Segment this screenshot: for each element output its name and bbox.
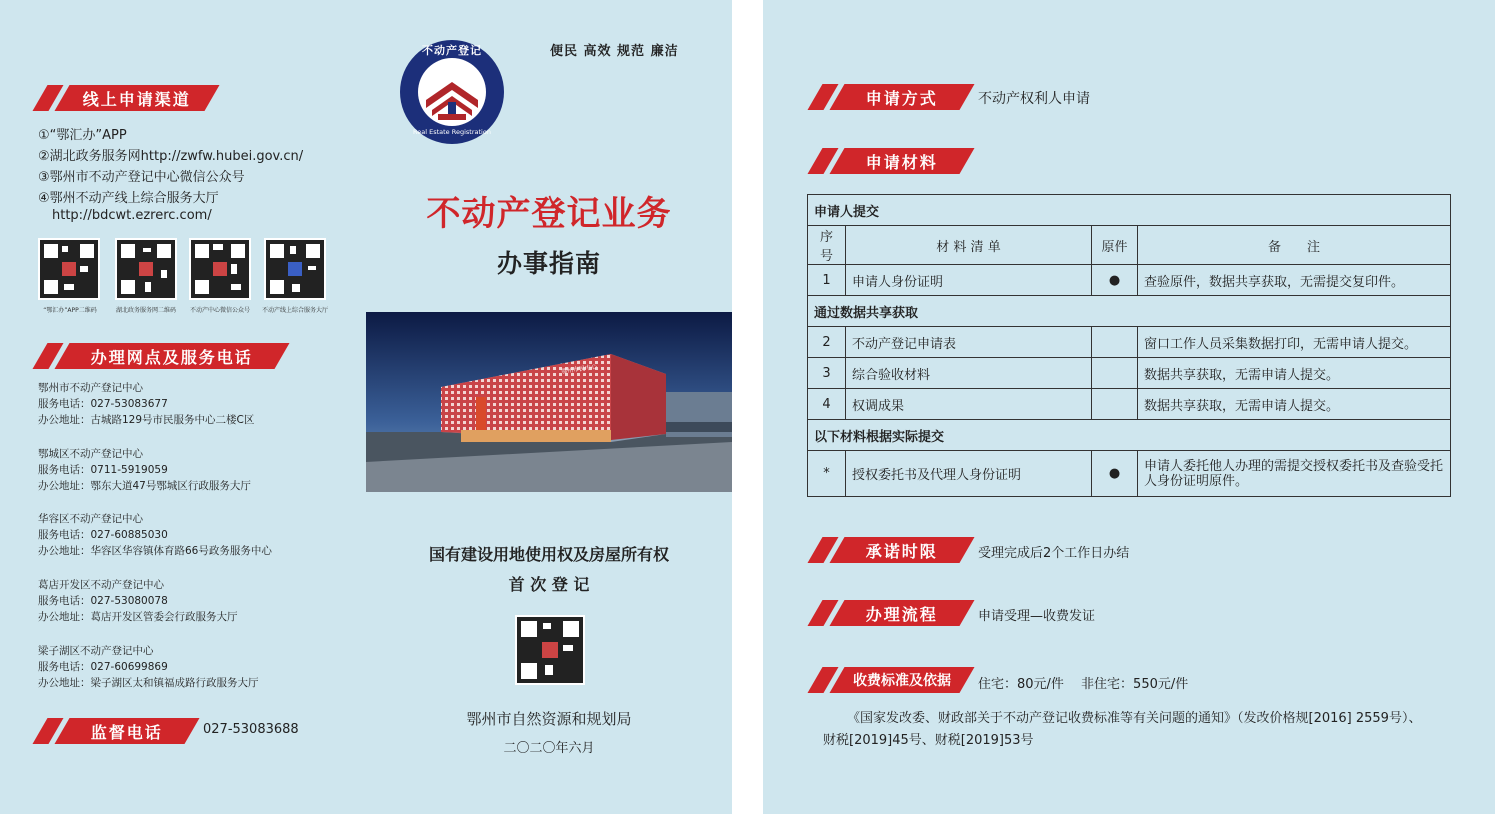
row-item: 不动产登记申请表 [846,327,1092,358]
row-note: 数据共享获取，无需申请人提交。 [1138,389,1451,420]
qr-caption-3: 不动产中心微信公众号 [189,307,250,314]
office-address: 办公地址：鄂东大道47号鄂城区行政服务大厅 [38,480,251,492]
office-block-3 [38,511,272,559]
qr-caption-2: 湖北政务服务网二维码 [115,307,176,314]
emblem-subtitle: Real Estate Registration [413,128,491,136]
row-no: 4 [808,389,846,420]
row-original [1092,358,1138,389]
supervise-header: 监督电话 [40,718,192,744]
supervise-phone: 027-53083688 [203,722,299,737]
col-note: 备 注 [1138,226,1451,265]
online-channel-2: ②湖北政务服务网http://zwfw.hubei.gov.cn/ [38,149,304,164]
office-block-4 [38,577,238,625]
online-channels-header: 线上申请渠道 [40,85,212,111]
office-name: 华容区不动产登记中心 [38,513,143,525]
main-title: 不动产登记业务 [426,194,672,234]
col-original: 原件 [1092,226,1138,265]
civic-center-photo [366,312,732,492]
row-no: 1 [808,265,846,296]
table-row [808,327,1451,358]
office-phone: 服务电话：027-60699869 [38,661,168,673]
online-channel-list [38,125,303,223]
row-note: 窗口工作人员采集数据打印，无需申请人提交。 [1138,327,1451,358]
row-item: 综合验收材料 [846,358,1092,389]
matter-title-line2: 首 次 登 记 [508,575,590,594]
qr-code-ehuiban [38,238,100,300]
fee-header: 收费标准及依据 [815,667,967,693]
row-note: 申请人委托他人办理的需提交授权委托书及查验受托人身份证明原件。 [1138,451,1451,497]
fee-value: 住宅：80元/件 非住宅：550元/件 [978,677,1189,692]
process-value: 申请受理—收费发证 [978,609,1096,624]
bureau-name: 鄂州市自然资源和规划局 [466,710,632,728]
fee-basis: 《国家发改委、财政部关于不动产登记收费标准等有关问题的通知》（发改价格规[2016] 2559号）、财税[2019]45号、财税[2019]53号 [823,711,1422,748]
sub-title: 办事指南 [496,249,601,278]
office-name: 鄂州市不动产登记中心 [38,382,143,394]
qr-code-main [515,615,585,685]
row-original [1092,389,1138,420]
apply-method-value: 不动产权利人申请 [978,91,1090,107]
qr-caption-4: 不动产线上综合服务大厅 [261,307,328,314]
row-no: 2 [808,327,846,358]
real-estate-emblem [398,38,506,146]
row-original: ● [1092,265,1138,296]
row-note: 查验原件，数据共享获取，无需提交复印件。 [1138,265,1451,296]
brochure-back-panel [763,0,1495,814]
office-name: 葛店开发区不动产登记中心 [38,579,164,591]
row-item: 申请人身份证明 [846,265,1092,296]
table-row [808,358,1451,389]
materials-table [807,194,1451,497]
slogan: 便民 高效 规范 廉洁 [550,44,679,59]
office-phone: 服务电话：0711-5919059 [38,464,168,476]
issue-date: 二〇二〇年六月 [503,741,595,756]
qr-code-hubei-gov [115,238,177,300]
col-item: 材 料 清 单 [846,226,1092,265]
office-address: 办公地址：梁子湖区太和镇福成路行政服务大厅 [38,677,259,689]
online-channel-url: http://bdcwt.ezrerc.com/ [52,208,212,223]
time-limit-value: 受理完成后2个工作日办结 [978,546,1130,561]
time-limit-header: 承诺时限 [815,537,967,563]
office-phone: 服务电话：027-53080078 [38,595,168,607]
building-sign: 鄂州市民中心 [560,363,598,376]
table-row [808,451,1451,497]
office-block-1 [38,380,254,428]
section-actual-submit: 以下材料根据实际提交 [808,420,1451,451]
office-block-2 [38,446,251,494]
online-channel-4: ④鄂州不动产线上综合服务大厅 [38,191,219,206]
qr-caption-1: “鄂汇办”APP二维码 [43,307,97,314]
section-data-sharing: 通过数据共享获取 [808,296,1451,327]
office-address: 办公地址：华容区华容镇体育路66号政务服务中心 [38,545,272,557]
materials-header: 申请材料 [815,148,967,174]
office-name: 梁子湖区不动产登记中心 [38,645,154,657]
row-original: ● [1092,451,1138,497]
table-row [808,389,1451,420]
office-name: 鄂城区不动产登记中心 [38,448,143,460]
table-row [808,265,1451,296]
col-no: 序号 [808,226,846,265]
matter-title-line1: 国有建设用地使用权及房屋所有权 [428,545,669,564]
process-header: 办理流程 [815,600,967,626]
row-note: 数据共享获取，无需申请人提交。 [1138,358,1451,389]
office-phone: 服务电话：027-60885030 [38,529,168,541]
brochure-front-panel [0,0,732,814]
apply-method-header: 申请方式 [815,84,967,110]
office-block-5 [38,643,259,691]
office-address: 办公地址：葛店开发区管委会行政服务大厅 [38,611,238,623]
section-applicant-submit: 申请人提交 [808,195,1451,226]
online-channel-3: ③鄂州市不动产登记中心微信公众号 [38,170,245,185]
office-address: 办公地址：古城路129号市民服务中心二楼C区 [38,414,255,426]
qr-code-wechat [189,238,251,300]
emblem-title: 不动产登记 [422,44,482,57]
row-item: 授权委托书及代理人身份证明 [846,451,1092,497]
row-no: * [808,451,846,497]
row-original [1092,327,1138,358]
office-phone: 服务电话：027-53083677 [38,398,168,410]
qr-code-online-hall [264,238,326,300]
online-channel-1: ①“鄂汇办”APP [38,128,127,143]
row-item: 权调成果 [846,389,1092,420]
offices-header: 办理网点及服务电话 [40,343,282,369]
row-no: 3 [808,358,846,389]
